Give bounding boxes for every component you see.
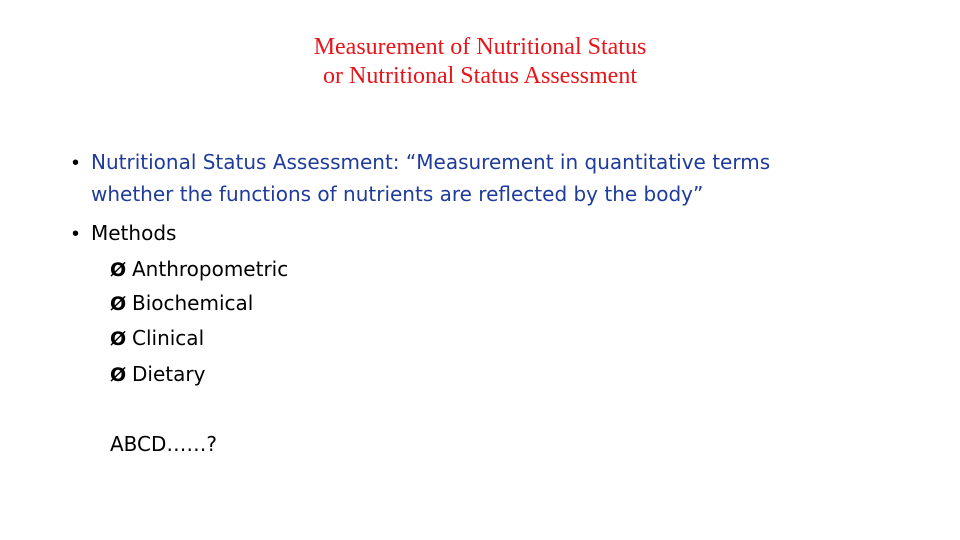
methods-bullet [72,221,176,246]
method-item-biochemical [110,291,253,316]
title-line-2: or Nutritional Status Assessment [323,63,637,89]
definition-label: Nutritional Status Assessment: [91,150,400,174]
definition-text-line-2: whether the functions of nutrients are reflected by the body” [91,182,704,206]
method-item-label: Dietary [132,362,206,386]
method-item-label: Anthropometric [132,257,289,281]
arrow-bullet-icon: Ø [110,293,127,315]
definition-bullet [72,150,770,175]
method-item-dietary [110,362,205,387]
bullet-icon: • [72,223,80,245]
method-item-anthropometric [110,257,288,282]
arrow-bullet-icon: Ø [110,328,127,350]
definition-text-line-1: “Measurement in quantitative terms [399,150,771,174]
arrow-bullet-icon: Ø [110,364,127,386]
method-item-label: Clinical [132,326,205,350]
closing-text: ABCD……? [110,432,218,456]
methods-label: Methods [91,221,177,245]
arrow-bullet-icon: Ø [110,259,127,281]
title-line-1: Measurement of Nutritional Status [313,34,647,60]
bullet-icon: • [72,152,80,174]
method-item-label: Biochemical [132,291,254,315]
method-item-clinical [110,326,204,351]
